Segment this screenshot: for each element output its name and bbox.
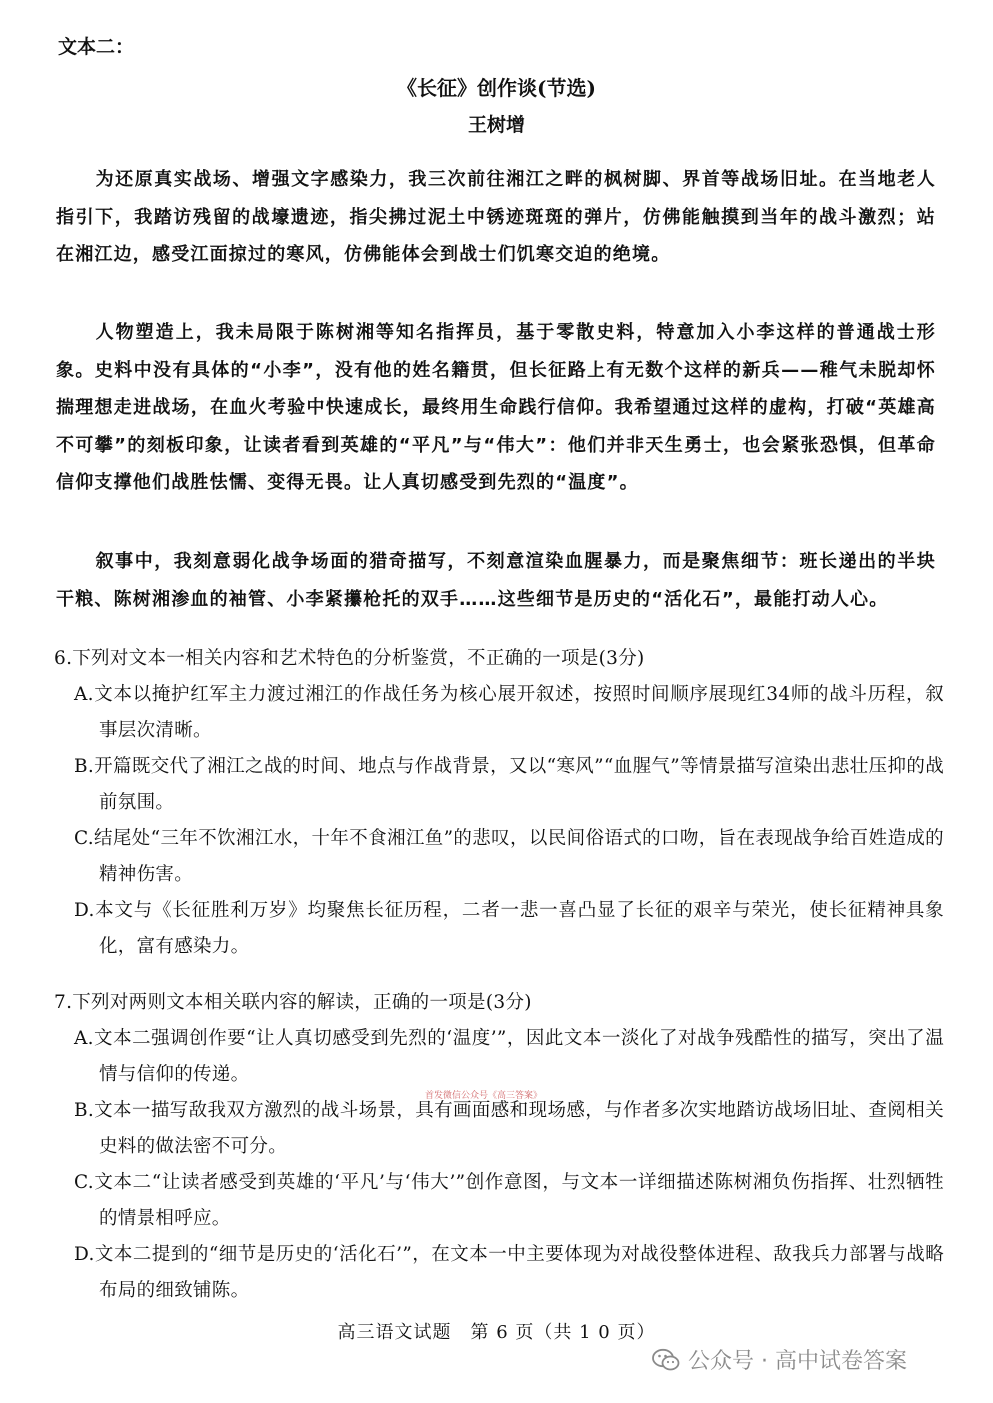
question-7 xyxy=(54,985,944,1309)
option-letter: A. xyxy=(74,1028,94,1049)
essay-paragraph: 叙事中，我刻意弱化战争场面的猎奇描写，不刻意渲染血腥暴力，而是聚焦细节：班长递出的半块干粮、陈树湘渗血的袖管、小李紧攥枪托的双手……这些细节是历史的“活化石”，最能打动人心。 xyxy=(56,551,936,610)
option-a[interactable] xyxy=(54,677,944,749)
option-text: 文本二提到的“细节是历史的‘活化石’”，在文本一中主要体现为对战役整体进程、敌我兵力部署与战略布局的细致铺陈。 xyxy=(94,1244,944,1301)
option-letter: C. xyxy=(74,828,94,849)
option-a[interactable] xyxy=(54,1021,944,1093)
question-6 xyxy=(54,641,944,965)
option-text: 结尾处“三年不饮湘江水，十年不食湘江鱼”的悲叹，以民间俗语式的口吻，旨在表现战争给百姓造成的精神伤害。 xyxy=(93,828,944,885)
option-text: 文本一描写敌我双方激烈的战斗场景，具有画面感和现场感，与作者多次实地踏访战场旧址、查阅相关史料的做法密不可分。 xyxy=(94,1100,944,1157)
wechat-icon xyxy=(652,1348,680,1372)
option-letter: B. xyxy=(74,1100,95,1121)
option-letter: A. xyxy=(74,684,94,705)
essay-title: 《长征》创作谈(节选) xyxy=(397,76,596,100)
question-stem: 6.下列对文本一相关内容和艺术特色的分析鉴赏，不正确的一项是(3分) xyxy=(54,648,645,669)
option-text: 文本二强调创作要“让人真切感受到先烈的‘温度’”，因此文本一淡化了对战争残酷性的描写，突出了温情与信仰的传递。 xyxy=(93,1028,944,1085)
essay-paragraph: 人物塑造上，我未局限于陈树湘等知名指挥员，基于零散史料，特意加入小李这样的普通战士形象。史料中没有具体的“小李”，没有他的姓名籍贯，但长征路上有无数个这样的新兵——稚气未脱却怀揣理想走进战场，在血火考验中快速成长，最终用生命践行信仰。我希望通过这样的虚构，打破“英雄高不可攀”的刻板印象，让读者看到英雄的“平凡”与“伟大”：他们并非天生勇士，也会紧张恐惧，但革命信仰支撑他们战胜怯懦、变得无畏。让人真切感受到先烈的“温度”。 xyxy=(56,322,936,494)
brand-watermark xyxy=(652,1344,907,1375)
option-d[interactable] xyxy=(54,1237,944,1309)
option-text: 文本二“让读者感受到英雄的‘平凡’与‘伟大’”创作意图，与文本一详细描述陈树湘负伤指挥、壮烈牺牲的情景相呼应。 xyxy=(93,1172,944,1229)
option-c[interactable] xyxy=(54,1165,944,1237)
option-c[interactable] xyxy=(54,821,944,893)
option-b[interactable] xyxy=(54,1093,944,1165)
option-text: 文本以掩护红军主力渡过湘江的作战任务为核心展开叙述，按照时间顺序展现红34师的战斗历程，叙事层次清晰。 xyxy=(93,684,944,741)
option-text: 开篇既交代了湘江之战的时间、地点与作战背景，又以“寒风”“血腥气”等情景描写渲染出悲壮压抑的战前氛围。 xyxy=(94,756,944,813)
option-letter: C. xyxy=(74,1172,94,1193)
option-letter: B. xyxy=(74,756,95,777)
watermark-text: 首发微信公众号《高三答案》 xyxy=(425,1091,543,1101)
essay-author: 王树增 xyxy=(467,114,525,136)
option-b[interactable] xyxy=(54,749,944,821)
question-stem: 7.下列对两则文本相关联内容的解读，正确的一项是(3分) xyxy=(54,992,532,1013)
option-d[interactable] xyxy=(54,893,944,965)
section-label: 文本二： xyxy=(58,36,135,58)
option-text: 本文与《长征胜利万岁》均聚焦长征历程，二者一悲一喜凸显了长征的艰辛与荣光，使长征精神具象化，富有感染力。 xyxy=(94,900,944,957)
brand-text: 公众号 · 高中试卷答案 xyxy=(688,1349,907,1374)
essay-paragraph: 为还原真实战场、增强文字感染力，我三次前往湘江之畔的枫树脚、界首等战场旧址。在当地老人指引下，我踏访残留的战壕遗迹，指尖拂过泥土中锈迹斑斑的弹片，仿佛能触摸到当年的战斗激烈；站在湘江边，感受江面掠过的寒风，仿佛能体会到战士们饥寒交迫的绝境。 xyxy=(56,169,936,266)
page-footer: 高三语文试题 第 6 页（共 1 0 页） xyxy=(337,1322,656,1343)
option-letter: D. xyxy=(74,900,95,921)
option-letter: D. xyxy=(74,1244,95,1265)
